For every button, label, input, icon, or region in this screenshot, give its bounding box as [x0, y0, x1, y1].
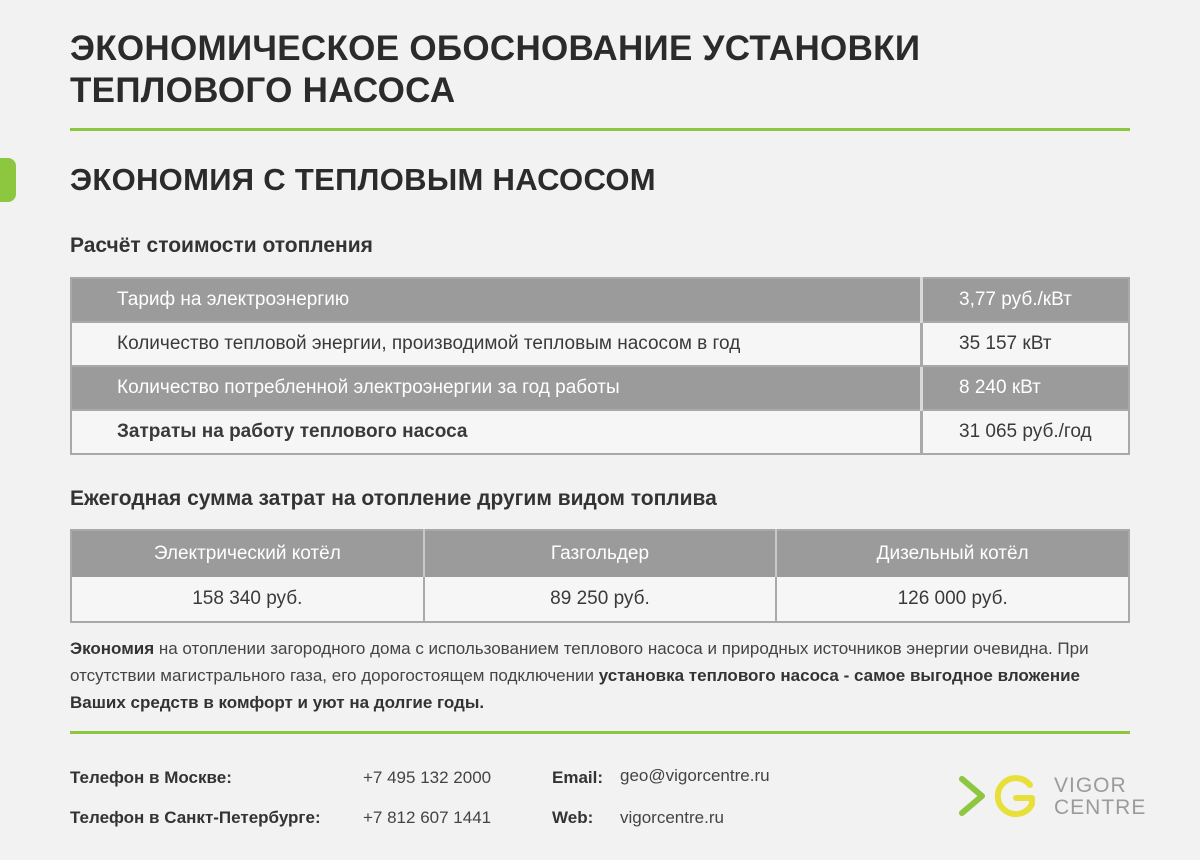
- table-cell: 126 000 руб.: [776, 577, 1129, 622]
- page-title-line-2: ТЕПЛОВОГО НАСОСА: [70, 71, 456, 110]
- column-header: Газгольдер: [424, 530, 777, 577]
- fuel-heading: Ежегодная сумма затрат на отопление другим видом топлива: [70, 487, 717, 510]
- logo-line-1: VIGOR: [1054, 774, 1127, 797]
- email-label: Email:: [552, 768, 604, 787]
- section-title: ЭКОНОМИЯ С ТЕПЛОВЫМ НАСОСОМ: [70, 162, 656, 197]
- table-row: [71, 410, 1129, 454]
- summary-paragraph: [70, 635, 1130, 716]
- spb-phone[interactable]: +7 812 607 1441: [363, 808, 492, 827]
- heating-cost-table: [70, 277, 1130, 455]
- side-tab-marker: [0, 158, 16, 202]
- summary-text: на отоплении загородного дома с использованием теплового насоса и природных источников энергии очевидна. При отсутствии магистрального газа, его дорогостоящем подключении: [70, 639, 1089, 685]
- column-header: Дизельный котёл: [776, 530, 1129, 577]
- summary-bold-end: установка теплового насоса - самое выгодное вложение Ваших средств в комфорт и уют на долгие годы.: [70, 666, 1081, 712]
- spb-phone-label: Телефон в Санкт-Петербурге:: [70, 808, 321, 827]
- footer-divider: [70, 731, 1130, 734]
- calc-heading: Расчёт стоимости отопления: [70, 234, 373, 257]
- row-label: Количество тепловой энергии, производимой тепловым насосом в год: [71, 322, 922, 366]
- row-value: 35 157 кВт: [922, 322, 1130, 366]
- moscow-phone-label: Телефон в Москве:: [70, 768, 232, 787]
- table-header-row: [71, 530, 1129, 577]
- page-title: [70, 28, 1070, 112]
- moscow-phone[interactable]: +7 495 132 2000: [363, 768, 492, 787]
- email-link[interactable]: geo@vigorcentre.ru: [620, 766, 770, 785]
- table-row: [71, 322, 1129, 366]
- table-row: [71, 366, 1129, 410]
- row-label: Затраты на работу теплового насоса: [71, 410, 922, 454]
- table-cell: 158 340 руб.: [71, 577, 424, 622]
- logo-line-2: CENTRE: [1054, 796, 1147, 819]
- row-value: 3,77 руб./кВт: [922, 278, 1130, 322]
- row-label: Количество потребленной электроэнергии за год работы: [71, 366, 922, 410]
- web-link[interactable]: vigorcentre.ru: [620, 808, 724, 827]
- logo-text: [1054, 775, 1146, 819]
- table-row: [71, 278, 1129, 322]
- title-divider: [70, 128, 1130, 131]
- table-cell: 89 250 руб.: [424, 577, 777, 622]
- row-value: 8 240 кВт: [922, 366, 1130, 410]
- column-header: Электрический котёл: [71, 530, 424, 577]
- summary-bold-start: Экономия: [70, 639, 155, 658]
- page-title-line-1: ЭКОНОМИЧЕСКОЕ ОБОСНОВАНИЕ УСТАНОВКИ: [70, 29, 921, 68]
- row-value: 31 065 руб./год: [922, 410, 1130, 454]
- web-label: Web:: [552, 808, 594, 827]
- fuel-cost-table: [70, 529, 1130, 623]
- row-label: Тариф на электроэнергию: [71, 278, 922, 322]
- table-row: [71, 577, 1129, 622]
